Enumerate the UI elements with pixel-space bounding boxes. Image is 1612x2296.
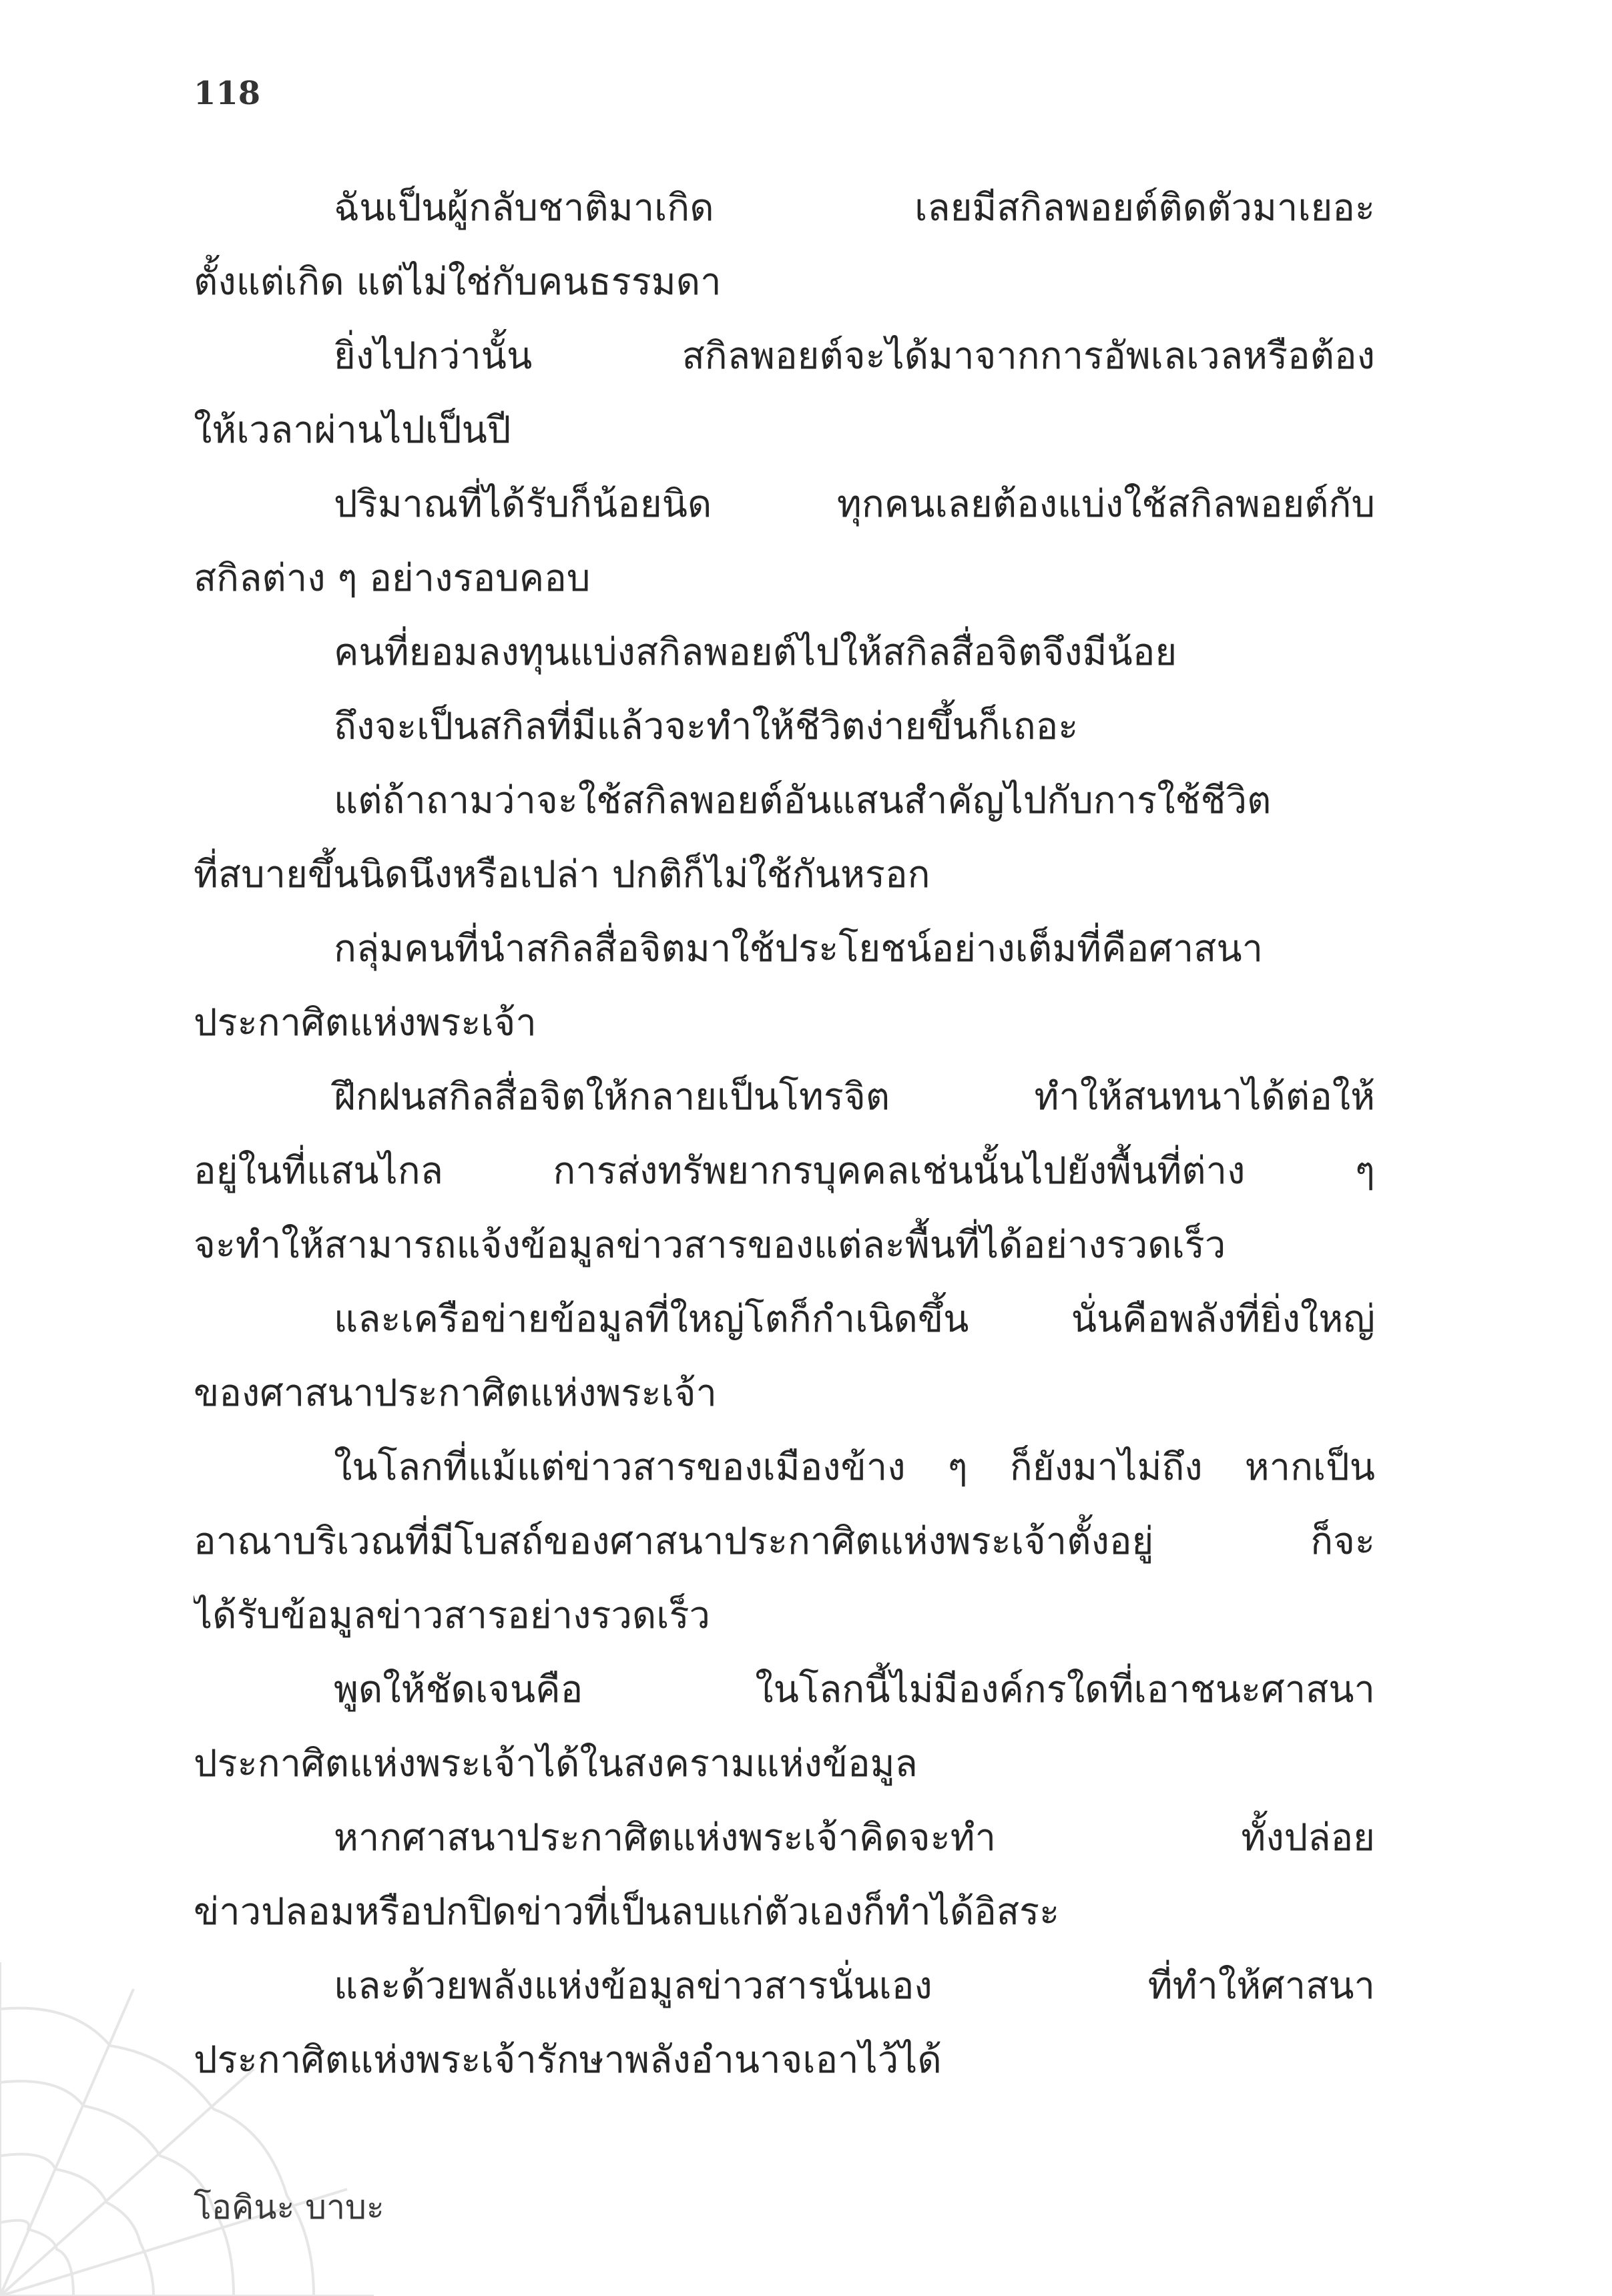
cobweb-decoration (0, 1936, 374, 2296)
text-line: ปริมาณที่ได้รับก็น้อยนิด ทุกคนเลยต้องแบ่งใช้สกิลพอยต์กับ (334, 483, 1375, 526)
text-line: ที่สบายขึ้นนิดนึงหรือเปล่า ปกติก็ไม่ใช้กันหรอก (194, 853, 930, 896)
text-line: และเครือข่ายข้อมูลที่ใหญ่โตก็กำเนิดขึ้น นั่นคือพลังที่ยิ่งใหญ่ (334, 1298, 1375, 1341)
text-line: ฉันเป็นผู้กลับชาติมาเกิด เลยมีสกิลพอยต์ติดตัวมาเยอะ (334, 186, 1375, 230)
footer-book-title: โอคินะ บาบะ (194, 2188, 384, 2227)
text-line: ให้เวลาผ่านไปเป็นปี (194, 408, 511, 452)
body-text (194, 171, 1375, 2097)
page-number: 118 (194, 75, 261, 112)
text-line: ฝึกฝนสกิลสื่อจิตให้กลายเป็นโทรจิต ทำให้สนทนาได้ต่อให้ (334, 1075, 1375, 1119)
text-line: ประกาศิตแห่งพระเจ้า (194, 1001, 537, 1045)
text-line: ประกาศิตแห่งพระเจ้ารักษาพลังอำนาจเอาไว้ได้ (194, 2038, 942, 2082)
text-line: ในโลกที่แม้แต่ข่าวสารของเมืองข้าง ๆ ก็ยังมาไม่ถึง หากเป็น (334, 1446, 1375, 1489)
text-line: สกิลต่าง ๆ อย่างรอบคอบ (194, 557, 591, 600)
text-line: อยู่ในที่แสนไกล การส่งทรัพยากรบุคคลเช่นนั้นไปยังพื้นที่ต่าง ๆ (194, 1149, 1375, 1193)
text-line: ข่าวปลอมหรือปกปิดข่าวที่เป็นลบแก่ตัวเองก็ทำได้อิสระ (194, 1890, 1060, 1934)
text-line: ของศาสนาประกาศิตแห่งพระเจ้า (194, 1372, 717, 1415)
text-line: คนที่ยอมลงทุนแบ่งสกิลพอยต์ไปให้สกิลสื่อจิตจึงมีน้อย (334, 631, 1177, 674)
text-line: ได้รับข้อมูลข่าวสารอย่างรวดเร็ว (194, 1594, 710, 1637)
text-line: และด้วยพลังแห่งข้อมูลข่าวสารนั่นเอง ที่ทำให้ศาสนา (334, 1964, 1375, 2008)
text-line: พูดให้ชัดเจนคือ ในโลกนี้ไม่มีองค์กรใดที่เอาชนะศาสนา (334, 1668, 1375, 1711)
text-line: อาณาบริเวณที่มีโบสถ์ของศาสนาประกาศิตแห่งพระเจ้าตั้งอยู่ ก็จะ (194, 1520, 1375, 1563)
text-line: ยิ่งไปกว่านั้น สกิลพอยต์จะได้มาจากการอัพเลเวลหรือต้อง (334, 334, 1375, 378)
text-line: ตั้งแต่เกิด แต่ไม่ใช่กับคนธรรมดา (194, 260, 722, 304)
text-line: ประกาศิตแห่งพระเจ้าได้ในสงครามแห่งข้อมูล (194, 1742, 918, 1785)
text-line: กลุ่มคนที่นำสกิลสื่อจิตมาใช้ประโยชน์อย่างเต็มที่คือศาสนา (334, 927, 1264, 970)
text-line: ถึงจะเป็นสกิลที่มีแล้วจะทำให้ชีวิตง่ายขึ้นก็เถอะ (334, 705, 1079, 748)
text-line: หากศาสนาประกาศิตแห่งพระเจ้าคิดจะทำ ทั้งปล่อย (334, 1816, 1375, 1859)
text-line: จะทำให้สามารถแจ้งข้อมูลข่าวสารของแต่ละพื้นที่ได้อย่างรวดเร็ว (194, 1223, 1226, 1267)
text-line: แต่ถ้าถามว่าจะใช้สกิลพอยต์อันแสนสำคัญไปกับการใช้ชีวิต (334, 779, 1272, 822)
